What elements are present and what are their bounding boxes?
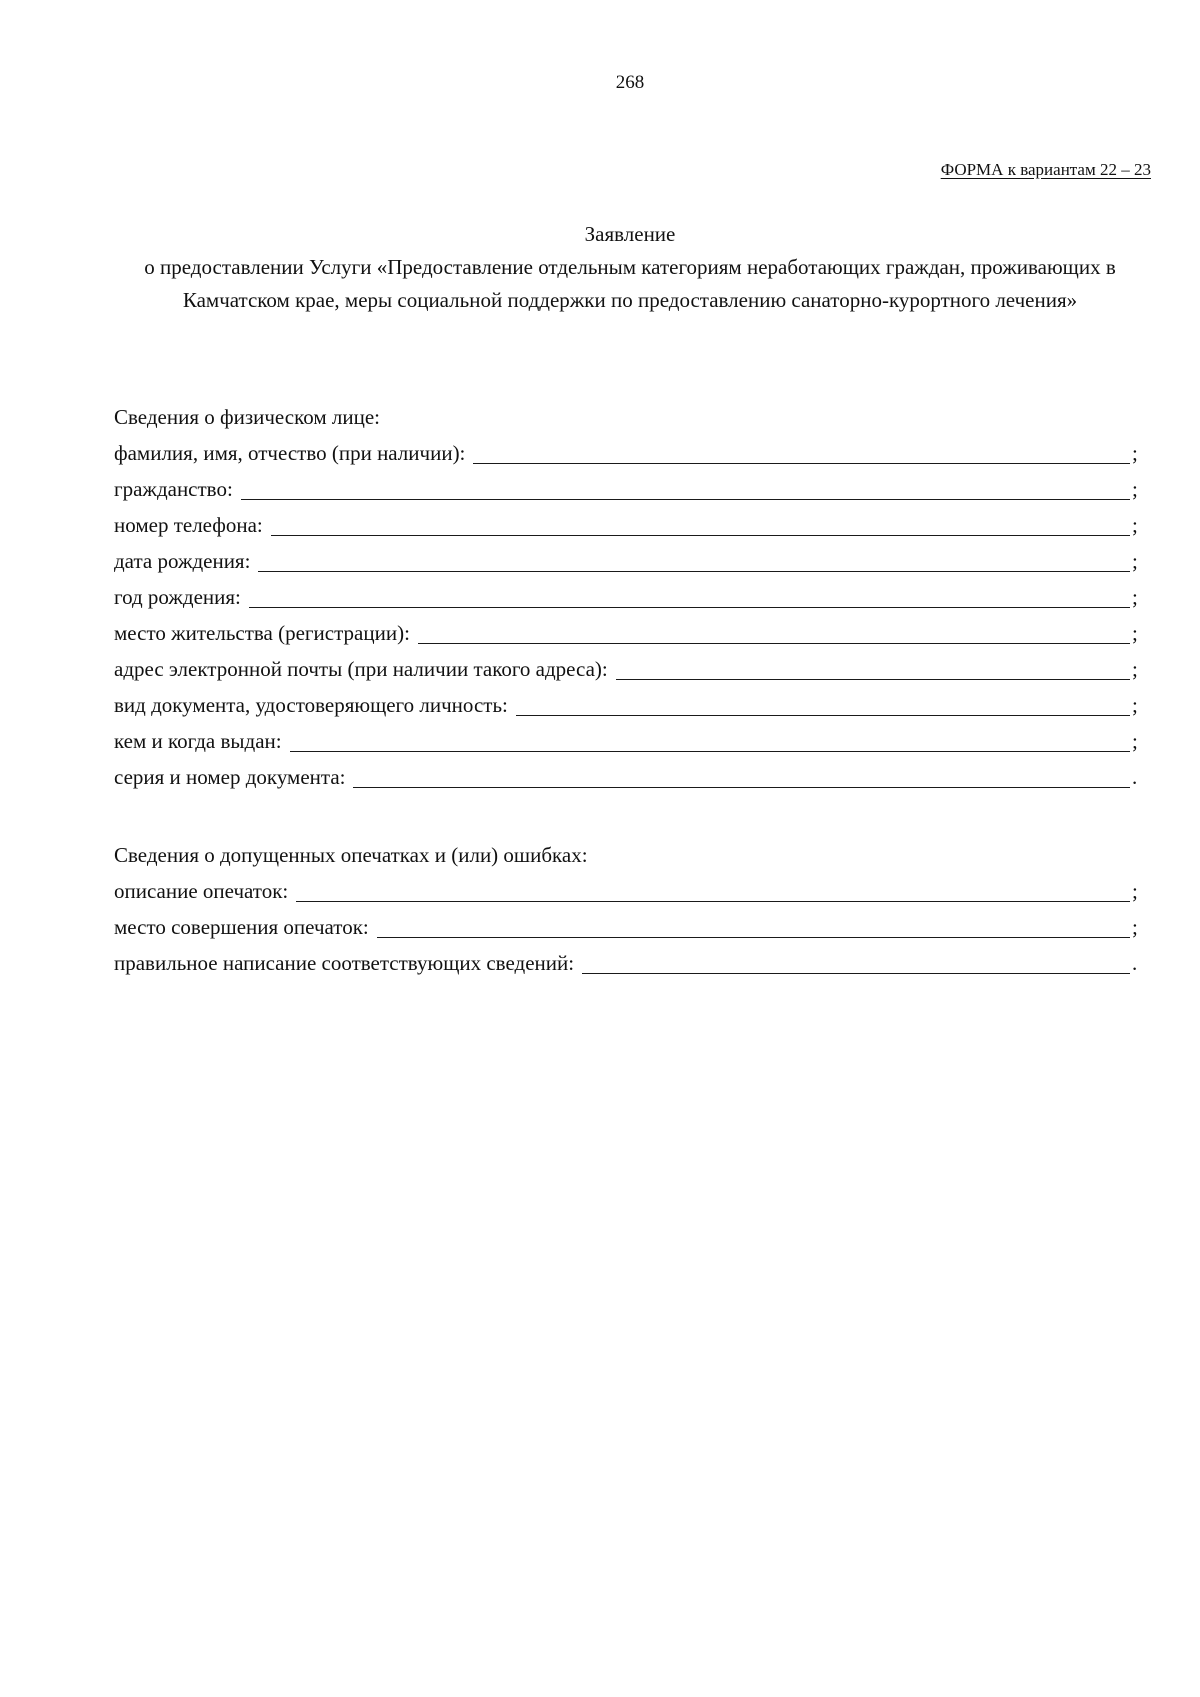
document-number-input-line[interactable] bbox=[353, 761, 1130, 788]
field-terminator: ; bbox=[1132, 729, 1138, 753]
full-name-input-line[interactable] bbox=[473, 437, 1130, 464]
field-terminator: ; bbox=[1132, 693, 1138, 717]
typo-location-input-line[interactable] bbox=[377, 911, 1130, 938]
typo-description-field bbox=[114, 873, 1144, 909]
phone-input-line[interactable] bbox=[271, 509, 1130, 536]
email-input-line[interactable] bbox=[616, 653, 1130, 680]
document-title: Заявление bbox=[584, 222, 676, 246]
typo-info-section bbox=[114, 837, 1144, 981]
document-subtitle: о предоставлении Услуги «Предоставление отдельным категориям неработающих граждан, проживающих в Камчатском крае, меры социальной поддержки по предоставлению санаторно-курортного лечения» bbox=[144, 255, 1116, 312]
residence-field bbox=[114, 615, 1144, 651]
field-terminator: ; bbox=[1132, 621, 1138, 645]
issued-by-label: кем и когда выдан: bbox=[114, 729, 282, 753]
correct-spelling-label: правильное написание соответствующих сведений: bbox=[114, 951, 575, 975]
document-number-field bbox=[114, 759, 1144, 795]
personal-info-heading: Сведения о физическом лице: bbox=[114, 405, 380, 429]
phone-field bbox=[114, 507, 1144, 543]
field-terminator: ; bbox=[1132, 513, 1138, 537]
issued-by-input-line[interactable] bbox=[290, 725, 1130, 752]
residence-input-line[interactable] bbox=[418, 617, 1130, 644]
id-document-type-label: вид документа, удостоверяющего личность: bbox=[114, 693, 508, 717]
form-reference: ФОРМА к вариантам 22 – 23 bbox=[940, 160, 1151, 179]
citizenship-input-line[interactable] bbox=[241, 473, 1130, 500]
id-document-type-field bbox=[114, 687, 1144, 723]
citizenship-field bbox=[114, 471, 1144, 507]
personal-info-section bbox=[114, 399, 1144, 795]
typo-location-field bbox=[114, 909, 1144, 945]
typo-description-label: описание опечаток: bbox=[114, 879, 289, 903]
birth-year-input-line[interactable] bbox=[249, 581, 1130, 608]
field-terminator: ; bbox=[1132, 549, 1138, 573]
birth-year-label: год рождения: bbox=[114, 585, 241, 609]
document-header bbox=[112, 218, 1148, 317]
typo-location-label: место совершения опечаток: bbox=[114, 915, 369, 939]
phone-label: номер телефона: bbox=[114, 513, 263, 537]
full-name-field bbox=[114, 435, 1144, 471]
birth-date-label: дата рождения: bbox=[114, 549, 251, 573]
birth-date-input-line[interactable] bbox=[258, 545, 1130, 572]
issued-by-field bbox=[114, 723, 1144, 759]
field-terminator: ; bbox=[1132, 879, 1138, 903]
email-label: адрес электронной почты (при наличии такого адреса): bbox=[114, 657, 608, 681]
correct-spelling-field bbox=[114, 945, 1144, 981]
field-terminator: ; bbox=[1132, 657, 1138, 681]
field-terminator: . bbox=[1132, 765, 1138, 789]
document-number-label: серия и номер документа: bbox=[114, 765, 346, 789]
field-terminator: ; bbox=[1132, 915, 1138, 939]
residence-label: место жительства (регистрации): bbox=[114, 621, 410, 645]
typo-info-heading: Сведения о допущенных опечатках и (или) ошибках: bbox=[114, 843, 588, 867]
birth-date-field bbox=[114, 543, 1144, 579]
field-terminator: ; bbox=[1132, 477, 1138, 501]
field-terminator: ; bbox=[1132, 585, 1138, 609]
id-document-type-input-line[interactable] bbox=[516, 689, 1130, 716]
correct-spelling-input-line[interactable] bbox=[582, 947, 1130, 974]
email-field bbox=[114, 651, 1144, 687]
citizenship-label: гражданство: bbox=[114, 477, 233, 501]
full-name-label: фамилия, имя, отчество (при наличии): bbox=[114, 441, 466, 465]
typo-description-input-line[interactable] bbox=[296, 875, 1130, 902]
birth-year-field bbox=[114, 579, 1144, 615]
page-number: 268 bbox=[615, 72, 645, 93]
field-terminator: ; bbox=[1132, 441, 1138, 465]
field-terminator: . bbox=[1132, 951, 1138, 975]
